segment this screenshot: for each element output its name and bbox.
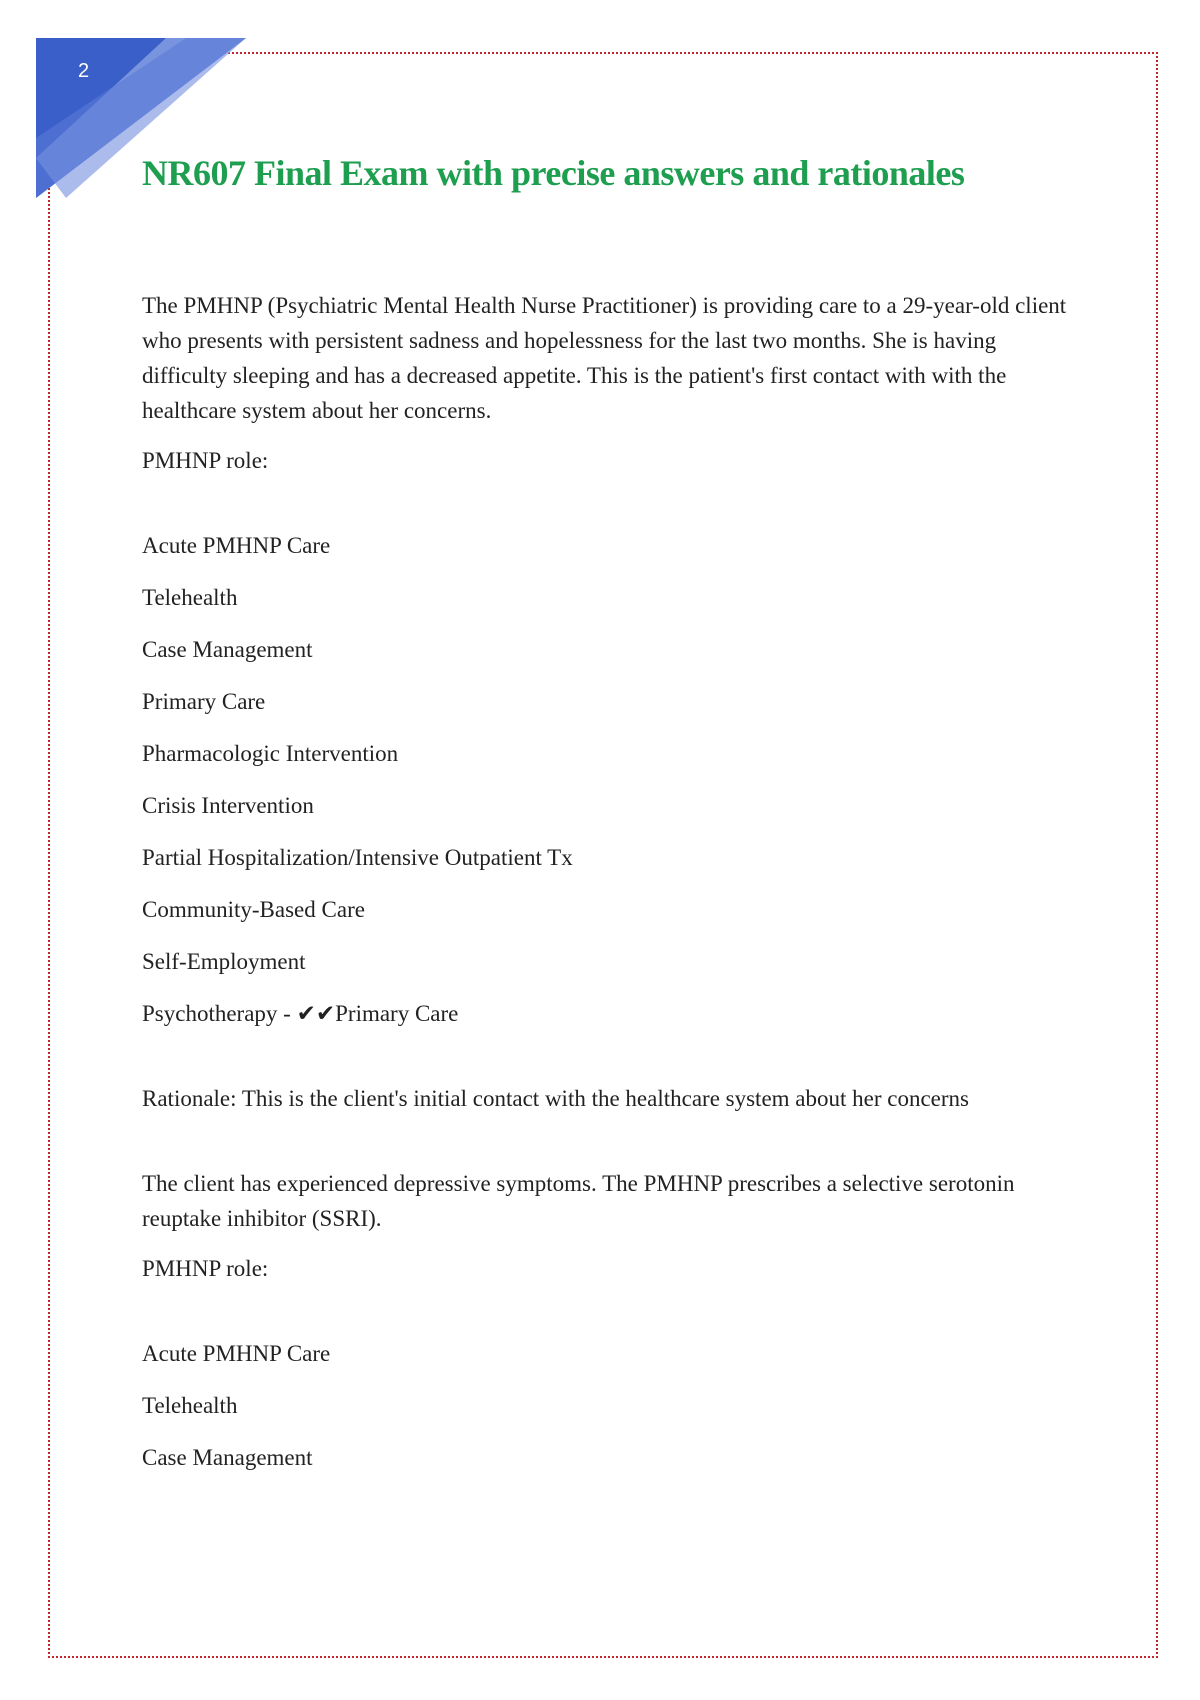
answer-option: Telehealth: [142, 585, 238, 610]
answer-option-with-answer: Psychotherapy - ✔✔Primary Care: [142, 1001, 459, 1026]
rationale-text: Rationale: This is the client's initial contact with the healthcare system about her concerns: [142, 1086, 970, 1111]
answer-option: Case Management: [142, 1445, 313, 1470]
document-body: [142, 288, 1072, 1492]
answer-option: Acute PMHNP Care: [142, 1341, 331, 1366]
page-number: 2: [78, 60, 90, 82]
answer-option: Partial Hospitalization/Intensive Outpatient Tx: [142, 845, 573, 870]
role-label: PMHNP role:: [142, 1256, 269, 1281]
role-label: PMHNP role:: [142, 448, 269, 473]
question-stem: The PMHNP (Psychiatric Mental Health Nurse Practitioner) is providing care to a 29-year-old client who presents with persistent sadness and hopelessness for the last two months. She is having difficulty sleeping and has a decreased appetite. This is the patient's first contact with with the healthcare system about her concerns.: [142, 293, 1067, 423]
answer-option: Self-Employment: [142, 949, 306, 974]
answer-option: Primary Care: [142, 689, 266, 714]
answer-option: Telehealth: [142, 1393, 238, 1418]
answer-option: Case Management: [142, 637, 313, 662]
answer-option: Pharmacologic Intervention: [142, 741, 399, 766]
answer-option: Community-Based Care: [142, 897, 365, 922]
page-title: NR607 Final Exam with precise answers and rationales: [142, 153, 965, 193]
question-stem: The client has experienced depressive symptoms. The PMHNP prescribes a selective serotonin reuptake inhibitor (SSRI).: [142, 1171, 1015, 1231]
answer-option: Crisis Intervention: [142, 793, 314, 818]
answer-option: Acute PMHNP Care: [142, 533, 331, 558]
